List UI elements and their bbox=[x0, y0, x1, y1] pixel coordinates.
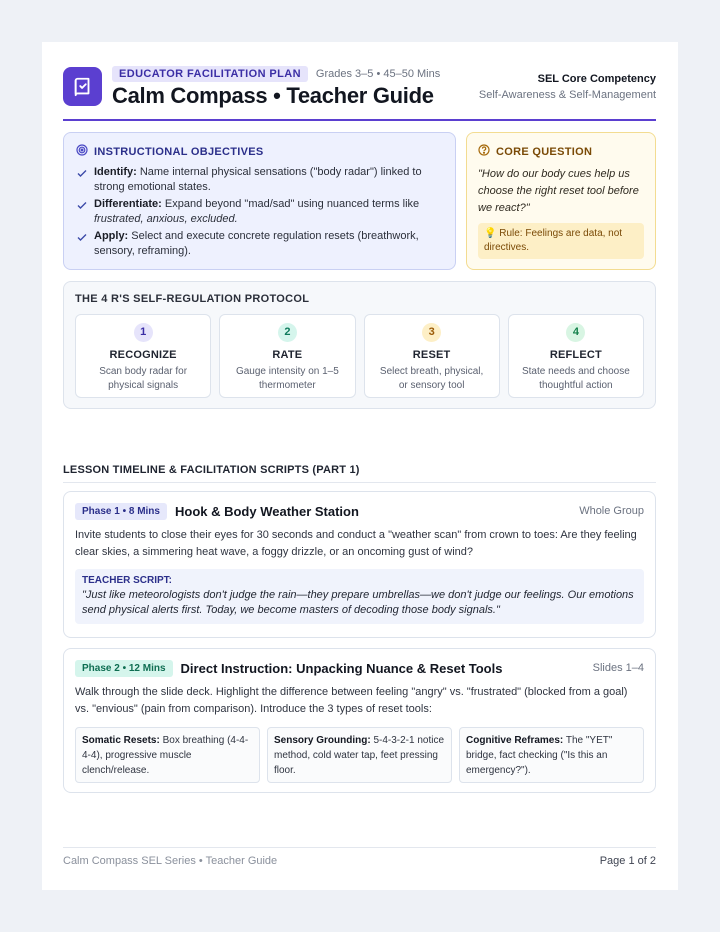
protocol-step-rate bbox=[219, 314, 355, 398]
check-icon bbox=[76, 231, 88, 259]
check-icon bbox=[76, 199, 88, 227]
header-divider bbox=[63, 119, 656, 121]
objective-text: Name internal physical sensations ("body radar") linked to strong emotional states. bbox=[94, 166, 422, 193]
eyebrow-row bbox=[112, 66, 440, 82]
target-icon bbox=[76, 144, 88, 159]
lightbulb-icon: 💡 bbox=[484, 228, 497, 239]
teacher-script bbox=[75, 569, 644, 624]
tool-term: Somatic Resets: bbox=[82, 735, 160, 746]
protocol-step-reflect bbox=[508, 314, 644, 398]
footer-divider bbox=[63, 847, 656, 848]
objective-item bbox=[76, 197, 443, 227]
core-question-text: "How do our body cues help us choose the right reset tool before we react?" bbox=[478, 168, 639, 214]
core-question-heading-text: CORE QUESTION bbox=[496, 145, 593, 158]
objectives-heading-text: INSTRUCTIONAL OBJECTIVES bbox=[94, 145, 264, 158]
objectives-card bbox=[63, 132, 456, 270]
objective-term: Identify: bbox=[94, 166, 137, 178]
header bbox=[63, 66, 656, 122]
tool-sensory bbox=[267, 727, 452, 783]
page-title: Calm Compass • Teacher Guide bbox=[112, 83, 434, 108]
objective-item bbox=[76, 165, 443, 195]
step-number-badge: 2 bbox=[278, 323, 297, 342]
tool-cognitive bbox=[459, 727, 644, 783]
objective-text: Expand beyond "mad/sad" using nuanced terms like bbox=[161, 198, 420, 210]
rule-text: Rule: Feelings are data, not directives. bbox=[484, 228, 623, 253]
phase-1-card bbox=[63, 491, 656, 638]
page bbox=[42, 42, 678, 890]
objective-term: Apply: bbox=[94, 230, 129, 242]
protocol-heading: THE 4 R'S SELF-REGULATION PROTOCOL bbox=[75, 293, 310, 305]
objectives-heading bbox=[76, 144, 443, 159]
phase-2-card bbox=[63, 648, 656, 793]
step-description: Select breath, physical, or sensory tool bbox=[379, 366, 484, 391]
check-icon bbox=[76, 167, 88, 195]
phase-header bbox=[75, 659, 644, 677]
step-number-badge: 3 bbox=[422, 323, 441, 342]
tool-somatic bbox=[75, 727, 260, 783]
question-circle-icon bbox=[478, 144, 490, 159]
phase-slides: Slides 1–4 bbox=[592, 662, 644, 674]
objectives-list bbox=[76, 165, 443, 259]
core-question-heading bbox=[478, 144, 644, 159]
tool-term: Cognitive Reframes: bbox=[466, 735, 564, 746]
competency-block bbox=[479, 73, 656, 101]
timeline-divider bbox=[63, 482, 656, 483]
objective-italic: frustrated, anxious, excluded. bbox=[94, 213, 238, 225]
phase-badge: Phase 2 • 12 Mins bbox=[75, 660, 173, 677]
protocol-steps bbox=[75, 314, 644, 398]
step-description: State needs and choose thoughtful action bbox=[521, 366, 630, 391]
step-name: RECOGNIZE bbox=[109, 349, 177, 361]
lesson-meta: Grades 3–5 • 45–50 Mins bbox=[315, 68, 441, 80]
protocol-section bbox=[63, 281, 656, 409]
step-name: RESET bbox=[412, 349, 451, 361]
competency-label: SEL Core Competency bbox=[537, 73, 656, 85]
objective-item bbox=[76, 229, 443, 259]
tool-text: The "YET" bridge, fact checking ("Is this an emergency?"). bbox=[466, 735, 613, 776]
phase-description: Invite students to close their eyes for 30 seconds and conduct a "weather scan" from crown to toes: Are they feeling clear skies, a simmering heat wave, a foggy drizzle, or an oncoming gust of wind? bbox=[75, 529, 637, 558]
phase-grouping: Whole Group bbox=[579, 505, 644, 517]
book-check-icon bbox=[63, 67, 102, 106]
objective-term: Differentiate: bbox=[94, 198, 162, 210]
page-number: Page 1 of 2 bbox=[599, 855, 656, 867]
phase-header bbox=[75, 502, 644, 520]
step-name: RATE bbox=[272, 349, 303, 361]
script-text: "Just like meteorologists don't judge the rain—they prepare umbrellas—we don't judge our feelings. Our emotions send physical alerts first. Today, we become masters of decoding those body signals." bbox=[82, 589, 634, 616]
eyebrow-badge: EDUCATOR FACILITATION PLAN bbox=[112, 66, 308, 82]
tool-term: Sensory Grounding: bbox=[274, 735, 371, 746]
script-label: TEACHER SCRIPT: bbox=[82, 575, 173, 586]
step-number-badge: 4 bbox=[566, 323, 585, 342]
protocol-step-reset bbox=[364, 314, 500, 398]
phase-title: Direct Instruction: Unpacking Nuance & Reset Tools bbox=[180, 660, 503, 676]
tool-text: 5-4-3-2-1 notice method, cold water tap, feet pressing floor. bbox=[274, 735, 445, 776]
objective-text: Select and execute concrete regulation resets (breathwork, sensory, reframing). bbox=[94, 230, 419, 257]
tool-text: Box breathing (4-4-4-4), progressive muscle clench/release. bbox=[82, 735, 249, 776]
footer-series: Calm Compass SEL Series • Teacher Guide bbox=[63, 855, 278, 867]
phase-badge: Phase 1 • 8 Mins bbox=[75, 503, 167, 520]
step-description: Gauge intensity on 1–5 thermometer bbox=[235, 366, 339, 391]
phase-description: Walk through the slide deck. Highlight the difference between feeling "angry" vs. "frustrated" (blocked from a goal) vs. "envious" (pain from comparison). Introduce the 3 types of reset tools: bbox=[75, 686, 628, 715]
core-question-card bbox=[466, 132, 656, 270]
rule-callout bbox=[478, 223, 644, 259]
step-description: Scan body radar for physical signals bbox=[99, 366, 188, 391]
protocol-step-recognize bbox=[75, 314, 211, 398]
timeline-heading: LESSON TIMELINE & FACILITATION SCRIPTS (PART 1) bbox=[63, 464, 360, 476]
phase-title: Hook & Body Weather Station bbox=[174, 503, 359, 519]
step-name: REFLECT bbox=[549, 349, 602, 361]
step-number-badge: 1 bbox=[134, 323, 153, 342]
reset-tools bbox=[75, 727, 644, 783]
competency-value: Self-Awareness & Self-Management bbox=[478, 89, 656, 101]
